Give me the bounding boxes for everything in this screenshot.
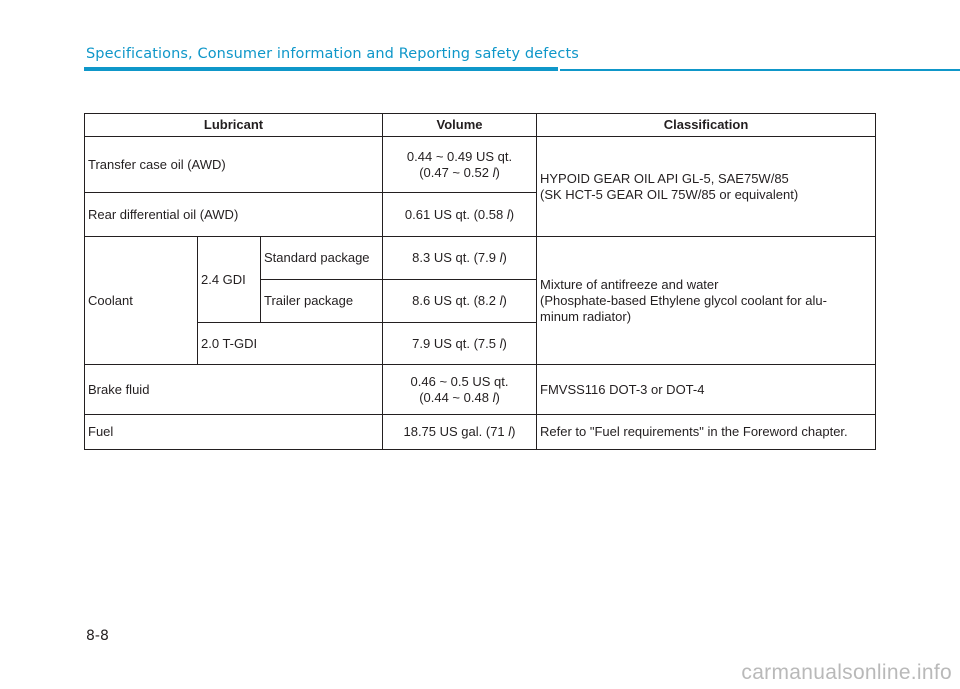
volume-text: (0.44 ~ 0.48 (419, 389, 493, 405)
volume-cell (383, 193, 537, 237)
lubricant-spec-table (84, 113, 876, 450)
volume-text: ) (502, 293, 507, 308)
watermark: carmanualsonline.info (741, 661, 952, 684)
package-cell: Standard package (261, 237, 383, 280)
classification-cell (537, 137, 876, 237)
volume-cell (383, 323, 537, 365)
liter-symbol: l (499, 335, 503, 351)
classification-cell: FMVSS116 DOT-3 or DOT-4 (537, 365, 876, 415)
engine-cell: 2.4 GDI (198, 237, 261, 323)
liter-symbol: l (492, 389, 496, 405)
lubricant-cell: Coolant (85, 237, 198, 365)
header-rule-thick (84, 67, 558, 71)
classification-line: (Phosphate-based Ethylene glycol coolant for alu- (540, 292, 827, 308)
volume-text: ) (502, 250, 507, 265)
lubricant-cell: Transfer case oil (AWD) (85, 137, 383, 193)
volume-text: 8.3 US qt. (7.9 (412, 250, 500, 265)
table-row (85, 415, 876, 450)
volume-text: ) (502, 335, 507, 351)
volume-cell (383, 365, 537, 415)
classification-line: minum radiator) (540, 308, 632, 324)
classification-line: HYPOID GEAR OIL API GL-5, SAE75W/85 (540, 170, 789, 186)
lubricant-cell: Brake fluid (85, 365, 383, 415)
liter-symbol: l (506, 206, 510, 222)
section-header: Specifications, Consumer information and Reporting safety defects (86, 46, 579, 62)
liter-symbol: l (499, 293, 503, 308)
volume-line (386, 165, 533, 181)
col-header-lubricant: Lubricant (85, 114, 383, 137)
classification-cell: Refer to "Fuel requirements" in the Foreword chapter. (537, 415, 876, 450)
volume-text: 18.75 US gal. (71 (403, 424, 509, 439)
volume-text: ) (495, 164, 500, 180)
classification-cell (537, 237, 876, 365)
volume-line: 0.46 ~ 0.5 US qt. (410, 373, 509, 389)
liter-symbol: l (499, 250, 503, 265)
col-header-volume: Volume (383, 114, 537, 137)
table-row (85, 365, 876, 415)
table-row (85, 137, 876, 193)
volume-line: 0.44 ~ 0.49 US qt. (406, 148, 513, 164)
volume-cell (383, 237, 537, 280)
volume-text: ) (509, 206, 515, 222)
table-header-row (85, 114, 876, 137)
classification-line: Mixture of antifreeze and water (540, 276, 719, 292)
volume-text: 8.6 US qt. (8.2 (412, 293, 500, 308)
page-number: 8-8 (86, 628, 109, 644)
header-rule-thin (560, 69, 960, 71)
volume-cell (383, 415, 537, 450)
volume-text: (0.47 ~ 0.52 (419, 164, 493, 180)
volume-text: 0.61 US qt. (0.58 (404, 206, 507, 222)
volume-line (386, 390, 533, 406)
lubricant-cell: Rear differential oil (AWD) (85, 193, 383, 237)
package-cell: Trailer package (261, 280, 383, 323)
table-row (85, 237, 876, 280)
lubricant-cell: Fuel (85, 415, 383, 450)
volume-text: 7.9 US qt. (7.5 (412, 335, 500, 351)
col-header-classification: Classification (537, 114, 876, 137)
liter-symbol: l (508, 424, 512, 439)
engine-cell: 2.0 T-GDI (198, 323, 383, 365)
volume-text: ) (511, 424, 516, 439)
volume-cell (383, 137, 537, 193)
classification-line: (SK HCT-5 GEAR OIL 75W/85 or equivalent) (540, 186, 799, 202)
volume-cell (383, 280, 537, 323)
liter-symbol: l (492, 164, 496, 180)
volume-text: ) (495, 389, 500, 405)
